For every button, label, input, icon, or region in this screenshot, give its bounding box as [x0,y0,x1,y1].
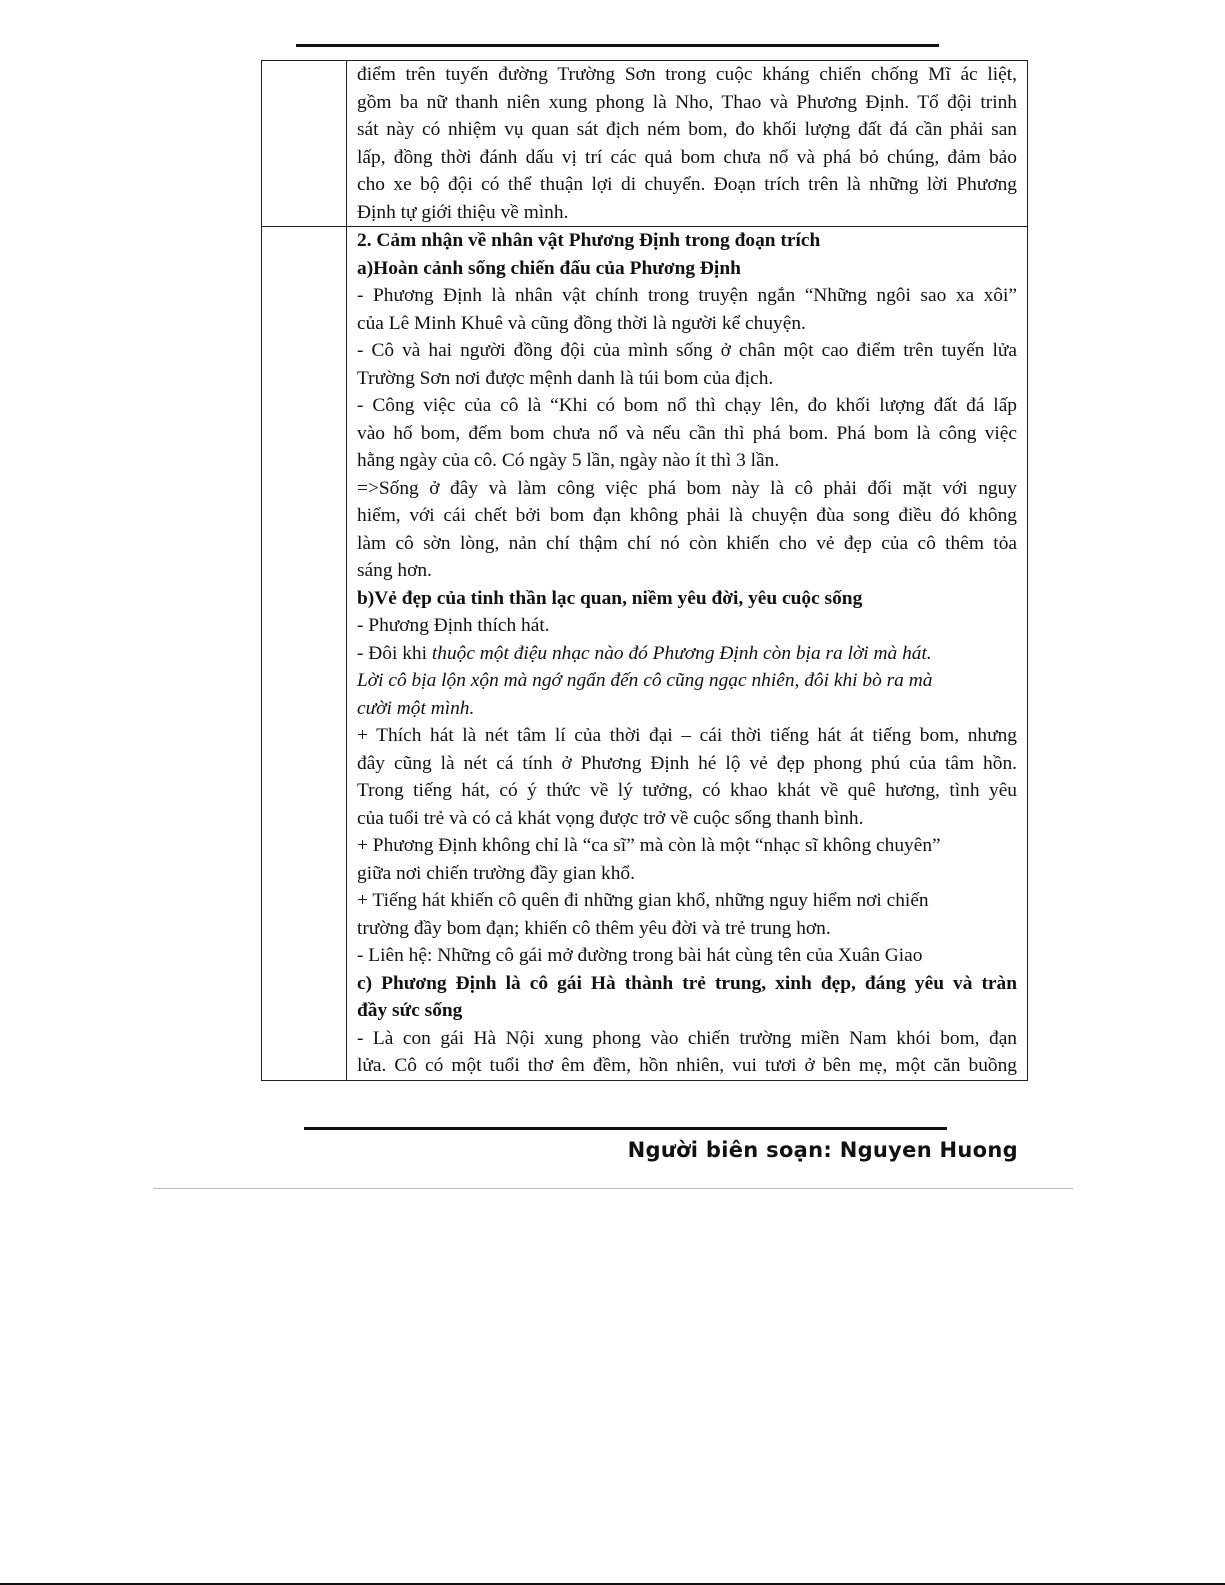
table-row [262,61,1028,227]
content-cell [347,227,1028,1081]
text-line: sáng hơn. [357,560,432,581]
text-line: trường đầy bom đạn; khiến cô thêm yêu đời và trẻ trung hơn. [357,917,831,939]
author-credit: Người biên soạn: Nguyen Huong [627,1138,1018,1162]
text-line: giữa nơi chiến trường đầy gian khổ. [357,862,635,884]
text-line: - Liên hệ: Những cô gái mở đường trong bài hát cùng tên của Xuân Giao [357,945,923,966]
italic-quote: cười một mình. [357,697,475,719]
section-heading: 2. Cảm nhận về nhân vật Phương Định trong đoạn trích [357,230,821,251]
text-line: lửa. Cô có một tuổi thơ êm đềm, hồn nhiên, vui tươi ở bên mẹ, một căn buồng [357,1055,1017,1076]
text-line: + Phương Định không chỉ là “ca sĩ” mà còn là một “nhạc sĩ không chuyên” [357,835,941,856]
text-line: + Thích hát là nét tâm lí của thời đại – cái thời tiếng hát át tiếng bom, nhưng [357,725,1017,746]
page-divider [153,1188,1073,1189]
text-line: + Tiếng hát khiến cô quên đi những gian khổ, những nguy hiểm nơi chiến [357,890,929,911]
table-row [262,227,1028,1081]
text-line: của Lê Minh Khuê và cũng đồng thời là người kể chuyện. [357,312,806,334]
text-line: Trong tiếng hát, có ý thức về lý tưởng, có khao khát về quê hương, tình yêu [357,780,1017,801]
text-line: - Là con gái Hà Nội xung phong vào chiến trường miền Nam khói bom, đạn [357,1027,1017,1049]
text-line: lấp, đồng thời đánh dấu vị trí các quả bom chưa nổ và phá bỏ chúng, đảm bảo [357,146,1017,168]
subheading-a: a)Hoàn cảnh sống chiến đấu của Phương Định [357,257,741,279]
text-line: sát này có nhiệm vụ quan sát địch ném bom, đo khối lượng đất đá cần phải san [357,119,1017,140]
text-line: - Cô và hai người đồng đội của mình sống ở chân một cao điểm trên tuyến lửa [357,340,1017,361]
header-rule [296,44,939,47]
italic-quote: Lời cô bịa lộn xộn mà ngớ ngẩn đến cô cũng ngạc nhiên, đôi khi bò ra mà [357,670,933,691]
text-line: cho xe bộ đội có thể thuận lợi di chuyển. Đoạn trích trên là những lời Phương [357,174,1017,195]
text-line: Trường Sơn nơi được mệnh danh là túi bom của địch. [357,367,774,389]
subheading-c: c) Phương Định là cô gái Hà thành trẻ trung, xinh đẹp, đáng yêu và tràn [357,972,1017,994]
text-line: điểm trên tuyến đường Trường Sơn trong cuộc kháng chiến chống Mĩ ác liệt, [357,64,1017,85]
text-line: hằng ngày của cô. Có ngày 5 lần, ngày nào ít thì 3 lần. [357,450,780,471]
text-line: gồm ba nữ thanh niên xung phong là Nho, Thao và Phương Định. Tổ đội trinh [357,91,1017,113]
text-line: - Phương Định là nhân vật chính trong truyện ngắn “Những ngôi sao xa xôi” [357,285,1017,306]
label-cell [262,61,347,227]
text-line: - Phương Định thích hát. [357,615,550,636]
text-line [357,640,1017,668]
text-line: =>Sống ở đây và làm công việc phá bom này là cô phải đối mặt với nguy [357,477,1017,499]
text-prefix: - Đôi khi [357,642,432,664]
footer-rule [304,1127,947,1130]
label-cell [262,227,347,1081]
text-line: của tuổi trẻ và có cả khát vọng được trở về cuộc sống thanh bình. [357,807,864,829]
text-line: đây cũng là nét cá tính ở Phương Định hé lộ vẻ đẹp phong phú của tâm hồn. [357,752,1017,774]
subheading-c-cont: đầy sức sống [357,1000,463,1021]
content-table [261,60,1028,1081]
text-line: Định tự giới thiệu về mình. [357,201,569,223]
text-line: làm cô sờn lòng, nản chí thậm chí nó còn khiến cho vẻ đẹp của cô thêm tỏa [357,532,1017,554]
text-line: hiểm, với cái chết bởi bom đạn không phải là chuyện đùa song điều đó không [357,505,1017,526]
text-line: vào hố bom, đếm bom chưa nổ và nếu cần thì phá bom. Phá bom là công việc [357,422,1017,444]
text-line: - Công việc của cô là “Khi có bom nổ thì chạy lên, đo khối lượng đất đá lấp [357,395,1017,416]
italic-quote: thuộc một điệu nhạc nào đó Phương Định còn bịa ra lời mà hát. [431,642,932,664]
content-cell [347,61,1028,227]
subheading-b: b)Vẻ đẹp của tinh thần lạc quan, niềm yêu đời, yêu cuộc sống [357,587,863,609]
